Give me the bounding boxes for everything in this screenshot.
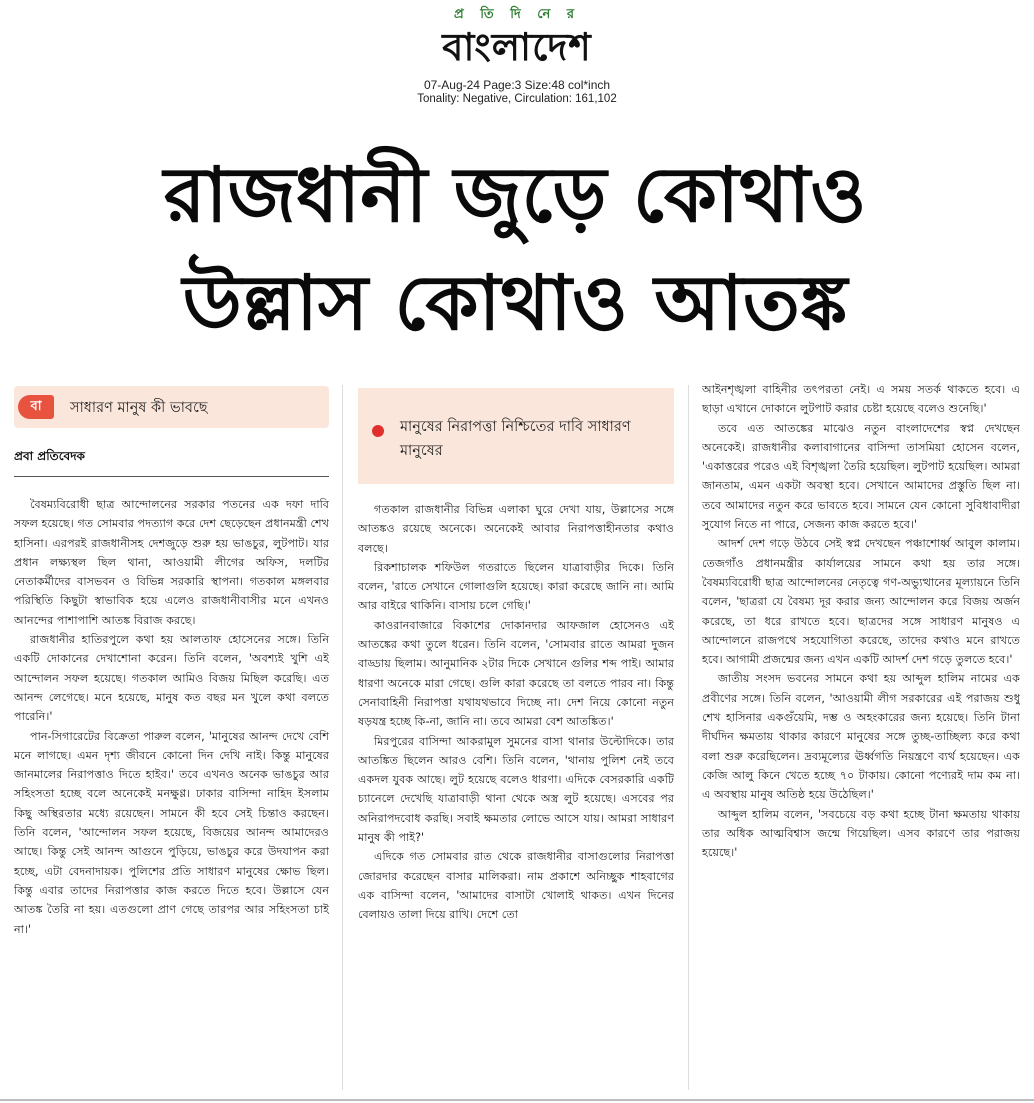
- kicker-badge: বা: [18, 395, 54, 419]
- paragraph: এদিকে গত সোমবার রাত থেকে রাজধানীর বাসাগুলোর নিরাপত্তা জোরদার করেছেন বাসার মালিকরা। নাম প্রকাশে অনিচ্ছুক শাহবাগের এক বাসিন্দা বলেন, 'আমাদের বাসাটা খোলাই থাকত। এখন দিনের বেলায়ও তালা দিয়ে রাখি। দেশে তো: [358, 850, 674, 922]
- paragraph: মিরপুরের বাসিন্দা আকরামুল সুমনের বাসা থানার উল্টোদিকে। তার আতঙ্কিত ছিলেন আরও বেশি। তিনি বলেন, 'থানায় পুলিশ নেই তবে একদল যুবক আছে। লুট হয়েছে বলেও ধারণা। এদিকে বেসরকারি একটি চ্যানেলে দেখেছি যাত্রাবাড়ী থানা থেকে অস্ত্র লুট হয়েছে। এসবের পর অনিরাপদবোধ করছি। সবাই ক্ষমতার লোভে আসে যায়। আমরা সাধারণ মানুষ কী পাই?': [358, 734, 674, 845]
- column-divider: [688, 385, 689, 1090]
- clipping-meta: 07-Aug-24 Page:3 Size:48 col*inch: [423, 78, 611, 92]
- article-body: [702, 380, 1020, 862]
- clipping-tonality: Tonality: Negative, Circulation: 161,102: [417, 93, 617, 105]
- article-body: [14, 495, 329, 939]
- paragraph: বৈষম্যবিরোধী ছাত্র আন্দোলনের সরকার পতনের এক দফা দাবি সফল হয়েছে। গত সোমবার পদত্যাগ করে দেশ ছেড়েছেন প্রধানমন্ত্রী শেখ হাসিনা। এরপরই রাজধানীসহ দেশজুড়ে শুরু হয় ভাঙচুর, লুটপাট। যার প্রধান লক্ষ্যস্থল ছিল থানা, আওয়ামী লীগের অফিস, দলটির নেতাকর্মীদের বাসভবন ও বিভিন্ন সরকারি স্থাপনা। গতকাল মঙ্গলবার পরিস্থিতি কিছুটা স্বাভাবিক হয়ে এলেও রাজধানীবাসীর মনে এখনও আনন্দের পাশাপাশি আতঙ্ক বিরাজ করছে।: [14, 498, 329, 627]
- paragraph: তবে এত আতঙ্কের মাঝেও নতুন বাংলাদেশের স্বপ্ন দেখছেন অনেকেই। রাজধানীর কলাবাগানের বাসিন্দা তাসমিয়া হোসেন বলেন, 'একাত্তরের পরেও এই বিশৃঙ্খলা তৈরি হয়েছিল। লুটপাট হয়েছিল। আমরা জানতাম, এমন একটা অবস্থা হবে। সেখানে আমাদের প্রস্তুতি ছিল না। তবে আমাদের নতুন করে ভাবতে হবে। সামনে যেন কোনো সুবিধাবাদীরা সুযোগ নিতে না পারে, সেজন্য কাজ করতে হবে।': [702, 421, 1020, 532]
- masthead-logo: বাংলাদেশ: [442, 24, 592, 69]
- byline: প্রবা প্রতিবেদক: [14, 448, 329, 477]
- headline-line-1: রাজধানী জুড়ে কোথাও: [163, 150, 867, 239]
- paragraph: রিকশাচালক শফিউল গতরাতে ছিলেন যাত্রাবাড়ীর দিকে। তিনি বলেন, 'রাতে সেখানে গোলাগুলি হয়েছে। কারা করেছে জানি না। আমি আর বাইরে থাকিনি। বাসায় চলে গেছি।': [358, 560, 674, 613]
- paragraph: রাজধানীর হাতিরপুলে কথা হয় আলতাফ হোসেনের সঙ্গে। তিনি একটি দোকানের দেখাশোনা করেন। তিনি বলেন, 'অবশ্যই খুশি এই আন্দোলন সফল হয়েছে। গতকাল আমিও বিজয় মিছিল করেছি। এত আনন্দ লেগেছে। মনে হয়েছে, মানুষ কত বছর মন খুলে কথা বলতে পারেনি।': [14, 633, 329, 724]
- headline-line-2: উল্লাস কোথাও আতঙ্ক: [182, 258, 848, 347]
- article-column-3: [702, 380, 1020, 1095]
- paragraph: আদর্শ দেশ গড়ে উঠবে সেই স্বপ্ন দেখছেন পঞ্চাশোর্ধ্ব আবুল কালাম। তেজগাঁও প্রধানমন্ত্রীর কার্যালয়ের সামনে কথা হয় তার সঙ্গে। বৈষম্যবিরোধী ছাত্র আন্দোলনের নেতৃত্বে গণ-অভ্যুত্থানের মূল্যায়নে তিনি বলেন, 'ছাত্ররা যে বৈষম্য দূর করার জন্য আন্দোলন করে বিজয় অর্জন করেছে, তা ধরে রাখতে হবে। ছাত্রদের সঙ্গে সাধারণ মানুষও এ আন্দোলনে রাজপথে সহযোগিতা করেছে, তাদের কথাও মনে রাখতে হবে। আগামী প্রজন্মের জন্য এখন একটি আদর্শ দেশ গড়ে তুলতে হবে।': [702, 537, 1020, 667]
- paragraph: আইনশৃঙ্খলা বাহিনীর তৎপরতা নেই। এ সময় সতর্ক থাকতে হবে। এ ছাড়া এখানে দোকানে লুটপাট করার চেষ্টা হয়েছে বলেও শুনেছি।': [702, 383, 1020, 416]
- bottom-rule: [0, 1099, 1034, 1101]
- article-column-2: [358, 380, 674, 1095]
- paragraph: আব্দুল হালিম বলেন, 'সবচেয়ে বড় কথা হচ্ছে টানা ক্ষমতায় থাকায় তার অধিক আত্মবিশ্বাস জন্মে গিয়েছিল। এসব কারণে তার পরাজয় হয়েছে।': [702, 807, 1020, 860]
- bullet-dot-icon: [372, 425, 384, 437]
- paragraph: পান-সিগারেটের বিক্রেতা পারুল বলেন, 'মানুষের আনন্দ দেখে বেশি মনে লাগছে। এমন দৃশ্য জীবনে কোনো দিন দেখি নাই। কিন্তু মানুষের জানমালের নিরাপত্তাও দিতে হাইব।' তবে এখনও অনেক ভাঙচুর আর সহিংসতা হচ্ছে বলে অনেকেই মনক্ষুণ্ণ। ঢাকার বাসিন্দা নাহিদ ইসলাম কিছু অস্থিরতার মধ্যে রয়েছেন। সামনে কী হবে সেই চিন্তাও করছেন। তিনি বলেন, 'আন্দোলন সফল হয়েছে, বিজয়ের আনন্দ আমাদেরও আছে। কিন্তু সেই আনন্দ আগুনে পুড়িয়ে, ভাঙচুর করে উদযাপন করা হচ্ছে, এটা বেদনাদায়ক। পুলিশের প্রতি সাধারণ মানুষের ক্ষোভ ছিল। কিন্তু এবার তাদের নিরাপত্তার কাজ করতে দিতে হবে। উল্লাসে যেন আতঙ্ক তৈরি না হয়। এতগুলো প্রাণ গেছে তারপর আর সহিংসতা চাই না।': [14, 729, 329, 936]
- paragraph: কাওরানবাজারে বিকাশের দোকানদার আফজাল হোসেনও এই আতঙ্কের কথা তুলে ধরেন। তিনি বলেন, 'সোমবার রাতে আমরা দুজন বাড্ডায় ছিলাম। আনুমানিক ২টার দিকে সেখানে গুলির শব্দ পাই। আমার ধারণা অনেকে মারা গেছে। গুলি কারা করেছে তা বলতে পারব না। কিন্তু সেনাবাহিনী নিরাপত্তা যথাযথভাবে দিচ্ছে না। দেশ নিয়ে কোনো নতুন ষড়যন্ত্র হচ্ছে কি-না, জানি না। তবে আমরা বেশ আতঙ্কিত।': [358, 618, 674, 729]
- subhead-box: [358, 388, 674, 484]
- kicker-text: সাধারণ মানুষ কী ভাবছে: [70, 400, 208, 416]
- kicker-box: [14, 386, 329, 428]
- subhead-text: মানুষের নিরাপত্তা নিশ্চিতের দাবি সাধারণ মানুষের: [400, 419, 631, 459]
- paragraph: গতকাল রাজধানীর বিভিন্ন এলাকা ঘুরে দেখা যায়, উল্লাসের সঙ্গে আতঙ্কও রয়েছে অনেকে। অনেকেই আবার নিরাপত্তাহীনতার কথাও বলছে।: [358, 503, 674, 555]
- column-divider: [342, 385, 343, 1090]
- masthead-small-text: প্র তি দি নে র: [453, 7, 580, 22]
- paragraph: জাতীয় সংসদ ভবনের সামনে কথা হয় আব্দুল হালিম নামের এক প্রবীণের সঙ্গে। তিনি বলেন, 'আওয়ামী লীগ সরকারের এই পরাজয় শুধু শেখ হাসিনার একগুঁয়েমি, দম্ভ ও অহংকারের জন্য হয়েছে। তিনি টানা দীর্ঘদিন ক্ষমতায় থাকার কারণে মানুষের সঙ্গে তুচ্ছ-তাচ্ছিল্য করে কথা বলা শুরু করেছিলেন। দ্রব্যমূল্যের ঊর্ধ্বগতি নিয়ন্ত্রণে ব্যর্থ হয়েছেন। এক কেজি আলু কিনে খেতে হচ্ছে ৭০ টাকায়। কোনো পণ্যেরই দাম কম না। এ অবস্থায় মানুষ অতিষ্ঠ হয়ে উঠেছিল।': [702, 672, 1020, 802]
- article-body: [358, 500, 674, 925]
- article-column-1: [14, 380, 329, 1095]
